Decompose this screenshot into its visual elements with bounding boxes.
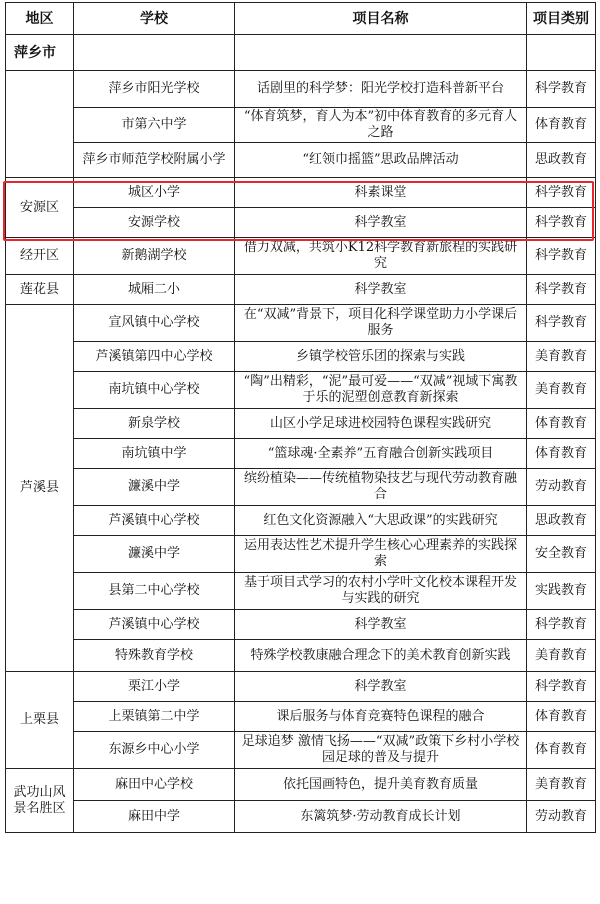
region-cell: 经开区 bbox=[6, 238, 74, 275]
category-cell: 美育教育 bbox=[527, 372, 596, 409]
school-cell: 新泉学校 bbox=[74, 409, 235, 439]
school-cell: 芦溪镇中心学校 bbox=[74, 506, 235, 536]
table-row bbox=[6, 640, 596, 672]
project-cell: 借力双减，共筑小K12科学教育新旅程的实践研究 bbox=[235, 238, 527, 275]
school-cell: 芦溪镇第四中心学校 bbox=[74, 342, 235, 372]
project-cell: 乡镇学校管乐团的探索与实践 bbox=[235, 342, 527, 372]
city-row bbox=[6, 35, 596, 71]
project-cell: 山区小学足球进校园特色课程实践研究 bbox=[235, 409, 527, 439]
category-cell: 科学教育 bbox=[527, 178, 596, 208]
project-cell: 科学教室 bbox=[235, 672, 527, 702]
table-row bbox=[6, 439, 596, 469]
project-cell: 缤纷植染——传统植物染技艺与现代劳动教育融合 bbox=[235, 469, 527, 506]
table-row bbox=[6, 143, 596, 178]
empty-cell bbox=[527, 35, 596, 71]
region-cell: 上栗县 bbox=[6, 672, 74, 769]
school-cell: 市第六中学 bbox=[74, 108, 235, 143]
region-cell bbox=[6, 71, 74, 178]
project-cell: 在“双减”背景下，项目化科学课堂助力小学课后服务 bbox=[235, 305, 527, 342]
table-row bbox=[6, 536, 596, 573]
table-row bbox=[6, 342, 596, 372]
category-cell: 科学教育 bbox=[527, 275, 596, 305]
projects-table bbox=[5, 2, 596, 833]
city-cell: 萍乡市 bbox=[6, 35, 74, 71]
header-region: 地区 bbox=[6, 3, 74, 35]
school-cell: 新鹅湖学校 bbox=[74, 238, 235, 275]
region-cell: 莲花县 bbox=[6, 275, 74, 305]
empty-cell bbox=[235, 35, 527, 71]
table-row bbox=[6, 506, 596, 536]
school-cell: 萍乡市阳光学校 bbox=[74, 71, 235, 108]
project-cell: 足球追梦 激情飞扬——“双减”政策下乡村小学校园足球的普及与提升 bbox=[235, 732, 527, 769]
project-cell: 东篱筑梦·劳动教育成长计划 bbox=[235, 801, 527, 833]
project-cell: 科素课堂 bbox=[235, 178, 527, 208]
table-row bbox=[6, 108, 596, 143]
school-cell: 安源学校 bbox=[74, 208, 235, 238]
project-cell: 红色文化资源融入“大思政课”的实践研究 bbox=[235, 506, 527, 536]
school-cell: 城区小学 bbox=[74, 178, 235, 208]
table-row bbox=[6, 178, 596, 208]
table-row bbox=[6, 769, 596, 801]
project-cell: 科学教室 bbox=[235, 275, 527, 305]
table-row bbox=[6, 238, 596, 275]
table-row bbox=[6, 672, 596, 702]
table-row bbox=[6, 469, 596, 506]
category-cell: 劳动教育 bbox=[527, 801, 596, 833]
category-cell: 美育教育 bbox=[527, 769, 596, 801]
header-category: 项目类别 bbox=[527, 3, 596, 35]
category-cell: 科学教育 bbox=[527, 208, 596, 238]
header-school: 学校 bbox=[74, 3, 235, 35]
category-cell: 科学教育 bbox=[527, 71, 596, 108]
school-cell: 城厢二小 bbox=[74, 275, 235, 305]
table-row bbox=[6, 610, 596, 640]
table-row bbox=[6, 372, 596, 409]
category-cell: 体育教育 bbox=[527, 702, 596, 732]
school-cell: 县第二中心学校 bbox=[74, 573, 235, 610]
category-cell: 体育教育 bbox=[527, 732, 596, 769]
project-cell: 运用表达性艺术提升学生核心心理素养的实践探索 bbox=[235, 536, 527, 573]
empty-cell bbox=[74, 35, 235, 71]
table-row bbox=[6, 71, 596, 108]
category-cell: 思政教育 bbox=[527, 143, 596, 178]
school-cell: 特殊教育学校 bbox=[74, 640, 235, 672]
project-cell: 课后服务与体育竞赛特色课程的融合 bbox=[235, 702, 527, 732]
category-cell: 美育教育 bbox=[527, 640, 596, 672]
school-cell: 麻田中学 bbox=[74, 801, 235, 833]
project-cell: 科学教室 bbox=[235, 610, 527, 640]
category-cell: 科学教育 bbox=[527, 672, 596, 702]
school-cell: 栗江小学 bbox=[74, 672, 235, 702]
table-row bbox=[6, 732, 596, 769]
school-cell: 麻田中心学校 bbox=[74, 769, 235, 801]
project-cell: 科学教室 bbox=[235, 208, 527, 238]
header-project: 项目名称 bbox=[235, 3, 527, 35]
table-row bbox=[6, 573, 596, 610]
category-cell: 安全教育 bbox=[527, 536, 596, 573]
project-cell: “红领巾摇篮”思政品牌活动 bbox=[235, 143, 527, 178]
table-row bbox=[6, 702, 596, 732]
category-cell: 体育教育 bbox=[527, 439, 596, 469]
category-cell: 劳动教育 bbox=[527, 469, 596, 506]
table-row bbox=[6, 208, 596, 238]
project-cell: 特殊学校教康融合理念下的美术教育创新实践 bbox=[235, 640, 527, 672]
category-cell: 科学教育 bbox=[527, 238, 596, 275]
school-cell: 东源乡中心小学 bbox=[74, 732, 235, 769]
table-body bbox=[6, 35, 596, 833]
table-row bbox=[6, 275, 596, 305]
school-cell: 南坑镇中学 bbox=[74, 439, 235, 469]
school-cell: 濂溪中学 bbox=[74, 469, 235, 506]
project-cell: “体育筑梦，育人为本”初中体育教育的多元育人之路 bbox=[235, 108, 527, 143]
category-cell: 科学教育 bbox=[527, 305, 596, 342]
table-row bbox=[6, 409, 596, 439]
school-cell: 上栗镇第二中学 bbox=[74, 702, 235, 732]
project-cell: 话剧里的科学梦：阳光学校打造科普新平台 bbox=[235, 71, 527, 108]
project-cell: 依托国画特色，提升美育教育质量 bbox=[235, 769, 527, 801]
category-cell: 实践教育 bbox=[527, 573, 596, 610]
school-cell: 芦溪镇中心学校 bbox=[74, 610, 235, 640]
region-cell: 芦溪县 bbox=[6, 305, 74, 672]
school-cell: 宣风镇中心学校 bbox=[74, 305, 235, 342]
table-row bbox=[6, 801, 596, 833]
school-cell: 濂溪中学 bbox=[74, 536, 235, 573]
region-cell: 安源区 bbox=[6, 178, 74, 238]
table-row bbox=[6, 305, 596, 342]
school-cell: 南坑镇中心学校 bbox=[74, 372, 235, 409]
category-cell: 体育教育 bbox=[527, 108, 596, 143]
header-row bbox=[6, 3, 596, 35]
category-cell: 体育教育 bbox=[527, 409, 596, 439]
category-cell: 美育教育 bbox=[527, 342, 596, 372]
school-cell: 萍乡市师范学校附属小学 bbox=[74, 143, 235, 178]
project-cell: 基于项目式学习的农村小学叶文化校本课程开发与实践的研究 bbox=[235, 573, 527, 610]
region-cell: 武功山风景名胜区 bbox=[6, 769, 74, 833]
category-cell: 思政教育 bbox=[527, 506, 596, 536]
category-cell: 科学教育 bbox=[527, 610, 596, 640]
project-cell: “篮球魂·全素养”五育融合创新实践项目 bbox=[235, 439, 527, 469]
project-cell: “陶”出精彩，“泥”最可爱——“双减”视域下寓教于乐的泥塑创意教育新探索 bbox=[235, 372, 527, 409]
